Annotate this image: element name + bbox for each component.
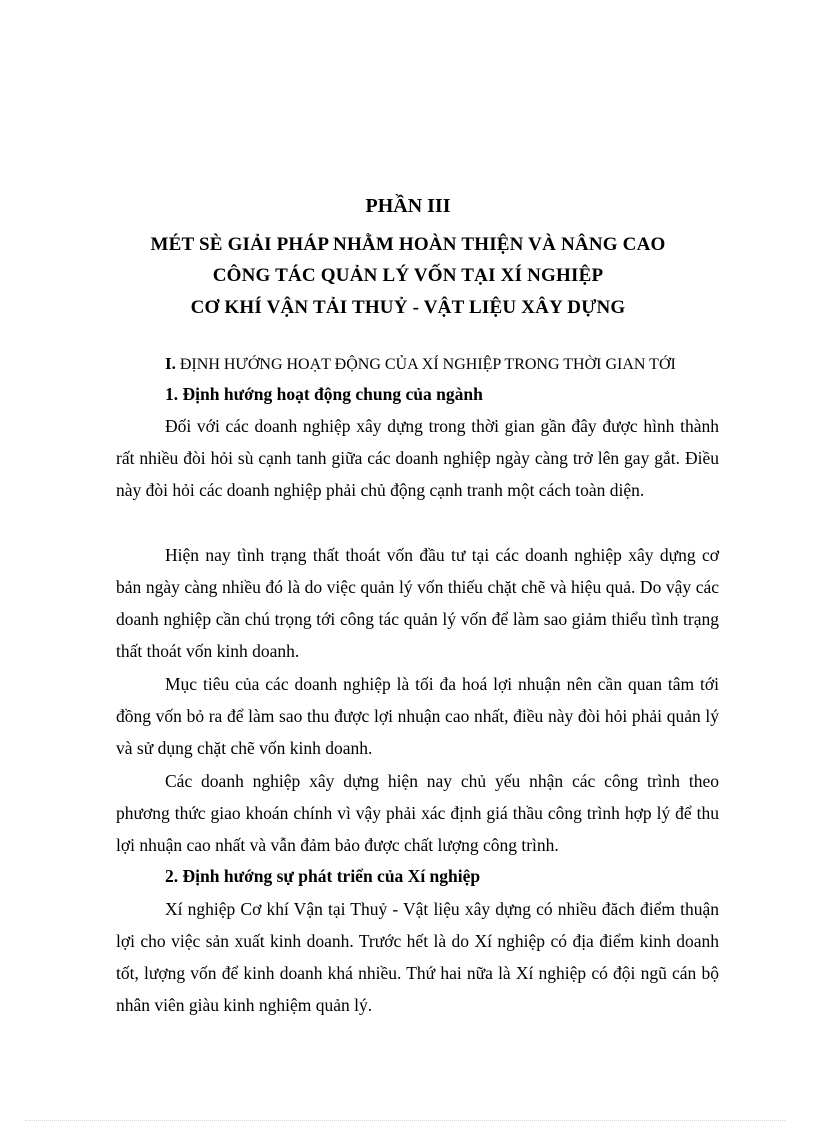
page-bottom-divider (25, 1120, 785, 1121)
subsection-heading-2: 2. Định hướng sự phát triển của Xí nghiệp (165, 866, 481, 886)
chapter-title-line-1: MÉT SÈ GIẢI PHÁP NHẰM HOÀN THIỆN VÀ NÂNG CAO (150, 234, 666, 255)
section-title: ĐỊNH HƯỚNG HOẠT ĐỘNG CỦA XÍ NGHIỆP TRONG THỜI GIAN TỚI (179, 356, 676, 373)
chapter-title-line-2: CÔNG TÁC QUẢN LÝ VỐN TẠI XÍ NGHIỆP (212, 265, 604, 286)
paragraph: Đối với các doanh nghiệp xây dựng trong thời gian gần đây được hình thành rất nhiều đòi hỏi sù cạnh tanh giữa các doanh nghiệp ngày càng trở lên gay gắt. Điều này đòi hỏi các doanh nghiệp phải chủ động cạnh tranh một cách toàn diện. (116, 416, 719, 500)
paragraph: Các doanh nghiệp xây dựng hiện nay chủ yếu nhận các công trình theo phương thức giao khoán chính vì vậy phải xác định giá thầu công trình hợp lý để thu lợi nhuận cao nhất và vẫn đảm bảo được chất lượng công trình. (116, 771, 719, 855)
section-number: I. (165, 354, 176, 373)
paragraph: Xí nghiệp Cơ khí Vận tại Thuỷ - Vật liệu xây dựng có nhiều đăch điểm thuận lợi cho việc sản xuất kinh doanh. Trước hết là do Xí nghiệp có địa điểm kinh doanh tốt, lượng vốn để kinh doanh khá nhiều. Thứ hai nữa là Xí nghiệp có đội ngũ cán bộ nhân viên giàu kinh nghiệm quản lý. (116, 899, 719, 1015)
chapter-title-line-3: CƠ KHÍ VẬN TẢI THUỶ - VẬT LIỆU XÂY DỰNG (190, 297, 626, 318)
section-heading (165, 354, 725, 374)
part-title: PHẦN III (365, 195, 451, 217)
paragraph: Hiện nay tình trạng thất thoát vốn đầu tư tại các doanh nghiệp xây dựng cơ bản ngày càng nhiều đó là do việc quản lý vốn thiếu chặt chẽ và hiệu quả. Do vậy các doanh nghiệp cần chú trọng tới công tác quản lý vốn để làm sao giảm thiểu tình trạng thất thoát vốn kinh doanh. (116, 545, 719, 661)
subsection-heading-1: 1. Định hướng hoạt động chung của ngành (165, 384, 483, 404)
paragraph: Mục tiêu của các doanh nghiệp là tối đa hoá lợi nhuận nên cần quan tâm tới đồng vốn bỏ ra để làm sao thu được lợi nhuận cao nhất, điều này đòi hỏi phải quản lý và sử dụng chặt chẽ vốn kinh doanh. (116, 674, 719, 758)
